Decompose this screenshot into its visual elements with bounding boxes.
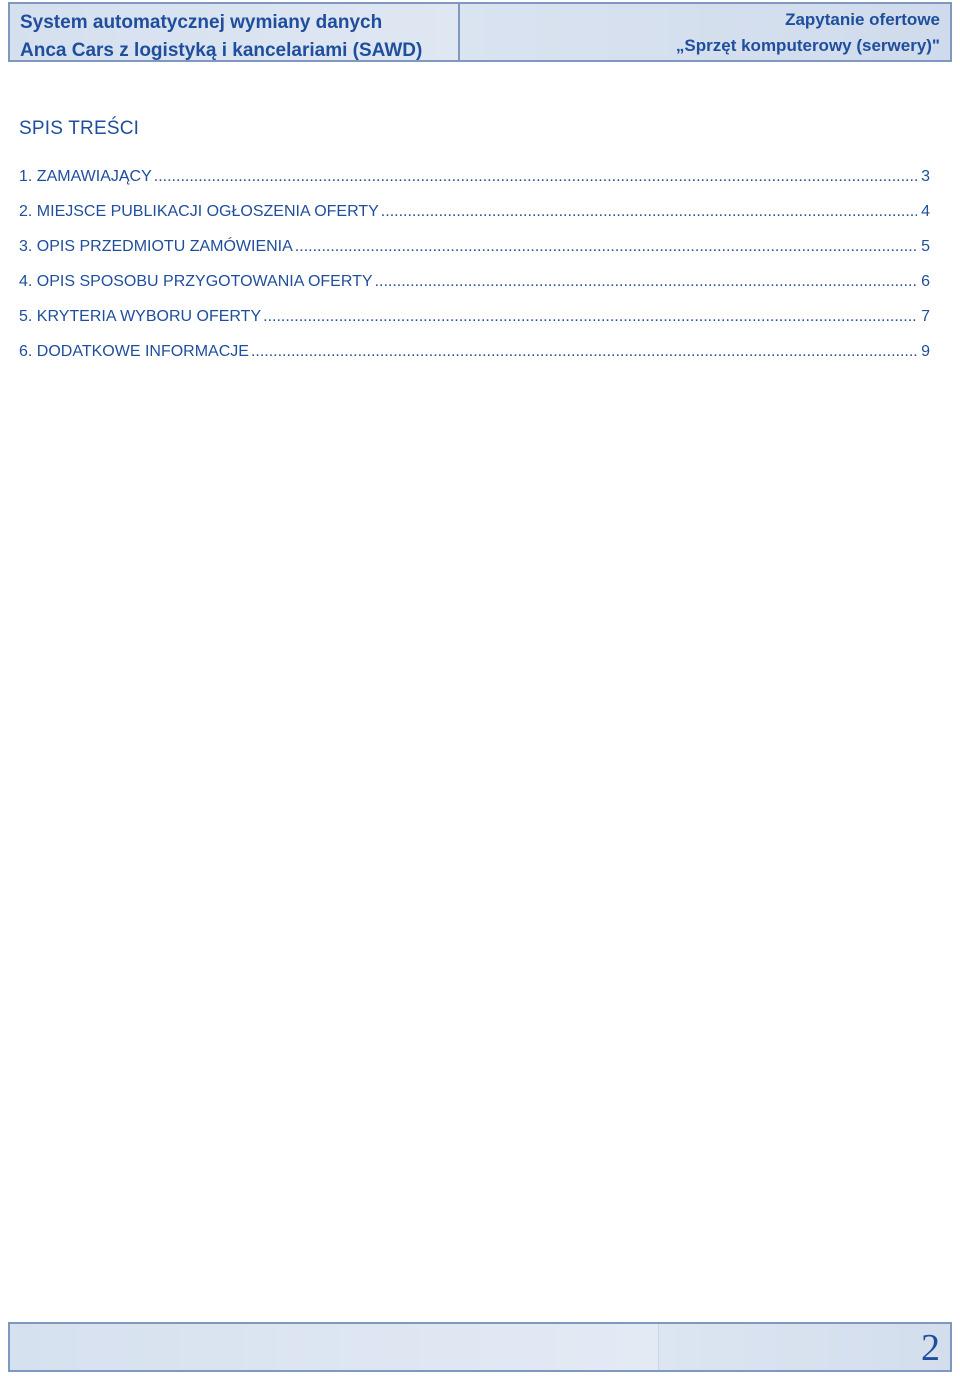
toc-leader-dots	[263, 308, 917, 326]
header-system-title-line2: Anca Cars z logistyką i kancelariami (SAWD)	[20, 40, 423, 61]
document-header	[8, 2, 952, 62]
toc-entry-label: 4. OPIS SPOSOBU PRZYGOTOWANIA OFERTY	[19, 273, 373, 290]
toc-leader-dots	[381, 203, 917, 221]
header-document-type-line2: „Sprzęt komputerowy (serwery)"	[675, 36, 940, 55]
toc-entry-label: 2. MIEJSCE PUBLIKACJI OGŁOSZENIA OFERTY	[19, 203, 379, 220]
footer-band-left	[10, 1324, 659, 1370]
toc-entry-miejsce-publikacji[interactable]	[19, 203, 930, 238]
header-system-title	[10, 4, 460, 60]
header-document-type	[460, 4, 950, 60]
toc-entry-page: 3	[921, 168, 930, 185]
toc-entry-opis-przedmiotu[interactable]	[19, 238, 930, 273]
toc-entry-label: 6. DODATKOWE INFORMACJE	[19, 343, 249, 360]
toc-entry-zamawiajacy[interactable]	[19, 168, 930, 203]
toc-leader-dots	[251, 343, 917, 361]
toc-entry-page: 4	[921, 203, 930, 220]
page-number: 2	[921, 1327, 940, 1369]
toc-entry-label: 3. OPIS PRZEDMIOTU ZAMÓWIENIA	[19, 238, 293, 255]
toc-entry-kryteria-wyboru[interactable]	[19, 308, 930, 343]
toc-entry-page: 7	[921, 308, 930, 325]
toc-entry-label: 5. KRYTERIA WYBORU OFERTY	[19, 308, 262, 325]
table-of-contents	[19, 168, 930, 378]
toc-leader-dots	[375, 273, 917, 291]
toc-entry-page: 6	[921, 273, 930, 290]
document-footer	[8, 1322, 952, 1372]
header-system-title-line1: System automatycznej wymiany danych	[20, 12, 383, 33]
toc-entry-page: 9	[921, 343, 930, 360]
toc-leader-dots	[295, 238, 917, 256]
toc-entry-opis-sposobu[interactable]	[19, 273, 930, 308]
toc-entry-page: 5	[921, 238, 930, 255]
toc-entry-label: 1. ZAMAWIAJĄCY	[19, 168, 152, 185]
toc-title: SPIS TREŚCI	[19, 118, 140, 139]
header-document-type-line1: Zapytanie ofertowe	[785, 10, 940, 29]
toc-entry-dodatkowe-informacje[interactable]	[19, 343, 930, 378]
footer-band-right	[659, 1324, 950, 1370]
toc-leader-dots	[154, 168, 917, 186]
